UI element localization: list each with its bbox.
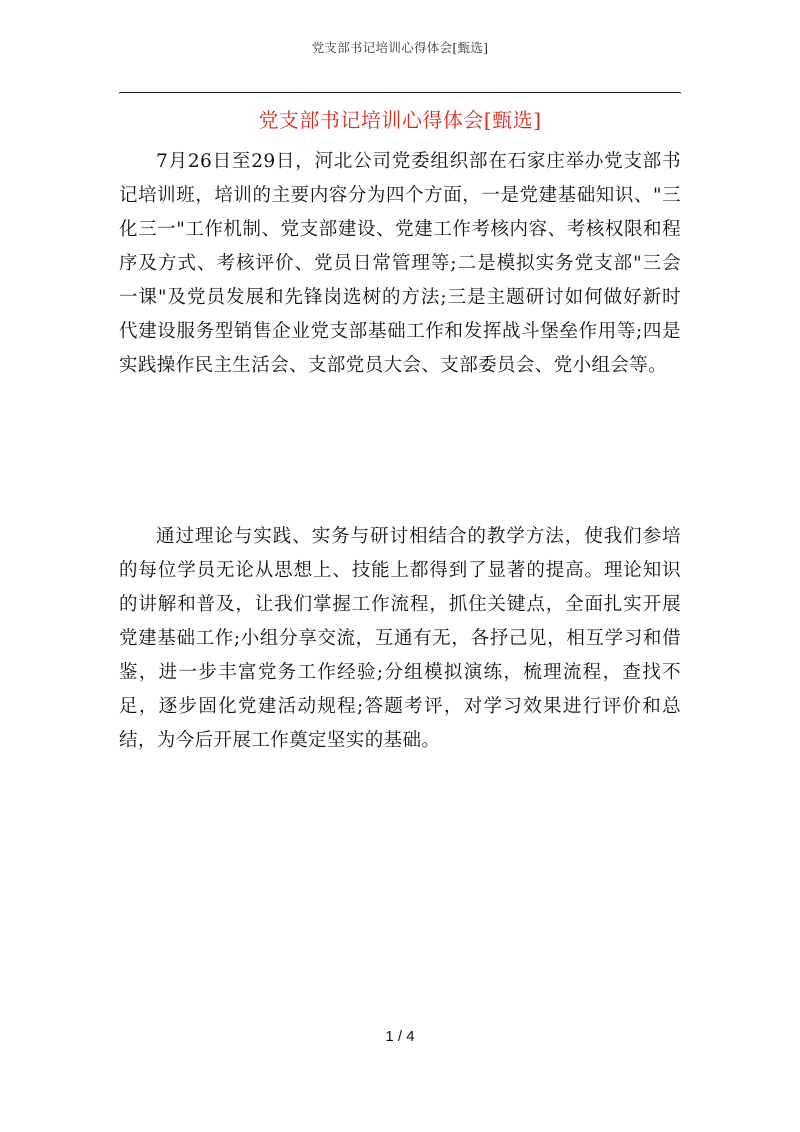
header-divider xyxy=(119,92,681,93)
running-header: 党支部书记培训心得体会[甄选] xyxy=(311,40,489,55)
document-title: 党支部书记培训心得体会[甄选] xyxy=(258,108,542,132)
body-paragraph-2: 通过理论与实践、实务与研讨相结合的教学方法，使我们参培的每位学员无论从思想上、技能上都得到了显著的提高。理论知识的讲解和普及，让我们掌握工作流程，抓住关键点，全面扎实开展党建基础工作;小组分享交流，互通有无，各抒己见，相互学习和借鉴，进一步丰富党务工作经验;分组模拟演练，梳理流程，查找不足，逐步固化党建活动规程;答题考评，对学习效果进行评价和总结，为今后开展工作奠定坚实的基础。 xyxy=(119,526,681,751)
body-paragraph-1: 7月26日至29日，河北公司党委组织部在石家庄举办党支部书记培训班，培训的主要内容分为四个方面，一是党建基础知识、"三化三一"工作机制、党支部建设、党建工作考核内容、考核权限和程序及方式、考核评价、党员日常管理等;二是模拟实务党支部"三会一课"及党员发展和先锋岗选树的方法;三是主题研讨如何做好新时代建设服务型销售企业党支部基础工作和发挥战斗堡垒作用等;四是实践操作民主生活会、支部党员大会、支部委员会、党小组会等。 xyxy=(119,151,681,376)
page-number: 1 / 4 xyxy=(385,1028,415,1045)
